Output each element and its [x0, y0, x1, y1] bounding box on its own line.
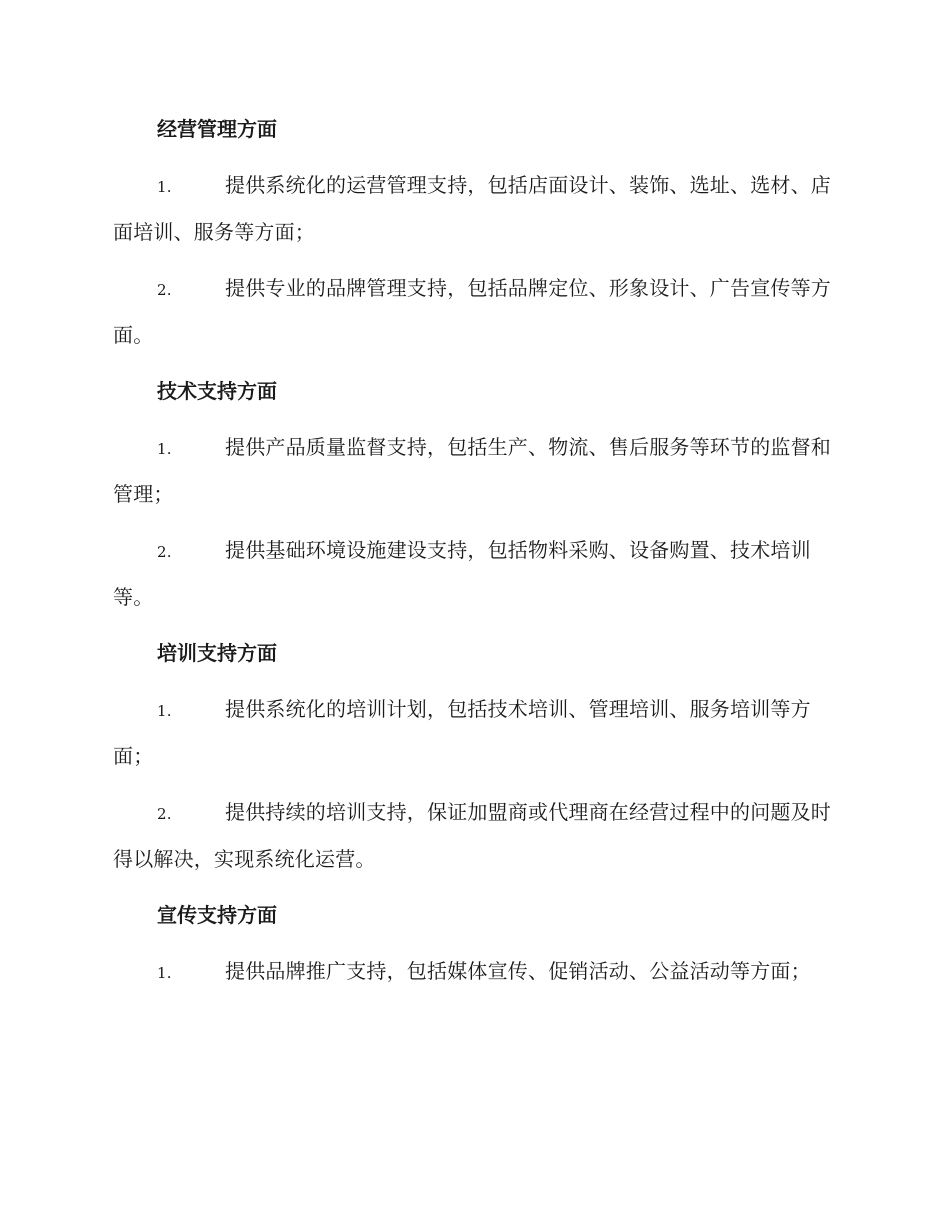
item-number: 2. — [157, 281, 172, 299]
list-item — [113, 266, 838, 358]
item-text: 提供系统化的培训计划，包括技术培训、管理培训、服务培训等方面； — [113, 697, 811, 768]
item-text: 提供产品质量监督支持，包括生产、物流、售后服务等环节的监督和管理； — [113, 435, 831, 506]
section-heading: 培训支持方面 — [157, 641, 277, 665]
list-item — [113, 687, 838, 779]
list-item — [113, 425, 838, 517]
item-text: 提供品牌推广支持，包括媒体宣传、促销活动、公益活动等方面； — [225, 959, 811, 983]
section-heading: 经营管理方面 — [157, 117, 277, 141]
item-text: 提供系统化的运营管理支持，包括店面设计、装饰、选址、选材、店面培训、服务等方面； — [113, 173, 831, 244]
item-text: 提供基础环境设施建设支持，包括物料采购、设备购置、技术培训等。 — [113, 538, 811, 609]
list-item — [113, 528, 838, 620]
item-number: 2. — [157, 543, 172, 561]
section-heading: 技术支持方面 — [157, 379, 277, 403]
item-number: 1. — [157, 964, 172, 982]
item-text: 提供持续的培训支持，保证加盟商或代理商在经营过程中的问题及时得以解决，实现系统化运营。 — [113, 800, 831, 871]
item-number: 1. — [157, 702, 172, 720]
section-heading: 宣传支持方面 — [157, 903, 277, 927]
item-number: 1. — [157, 440, 172, 458]
list-item — [113, 790, 838, 882]
item-text: 提供专业的品牌管理支持，包括品牌定位、形象设计、广告宣传等方面。 — [113, 276, 831, 347]
list-item — [113, 949, 838, 996]
item-number: 1. — [157, 178, 172, 196]
item-number: 2. — [157, 805, 172, 823]
list-item — [113, 163, 838, 255]
